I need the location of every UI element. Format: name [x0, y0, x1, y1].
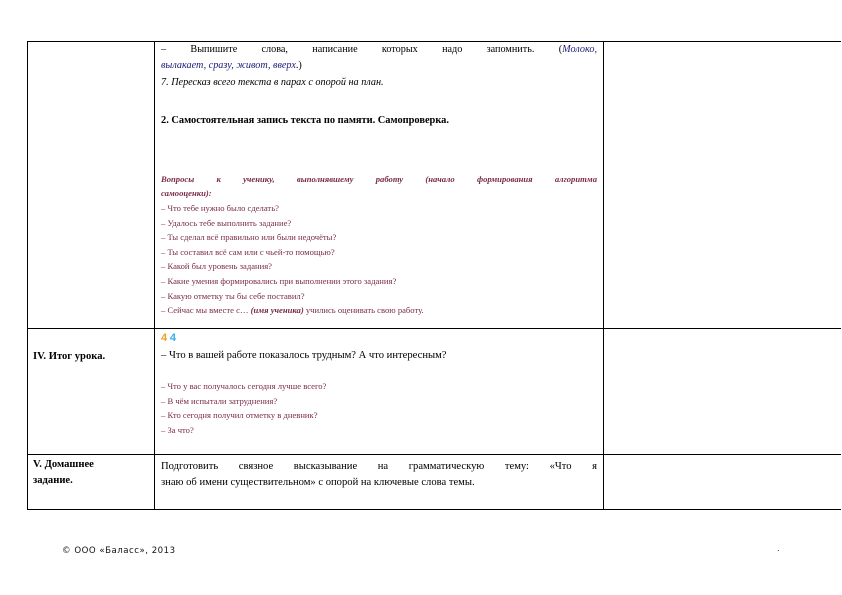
list-item: – В чём испытали затруднения?	[161, 395, 278, 406]
table-top-border	[27, 41, 841, 42]
row-divider-2	[27, 454, 841, 455]
list-item: – Какую отметку ты бы себе поставил?	[161, 290, 305, 301]
list-item: – За что?	[161, 424, 194, 435]
row3-text-line1: Подготовить связное высказывание на грамматическую тему: «Что я	[161, 461, 597, 472]
row3-heading-line1: V. Домашнее	[33, 459, 94, 470]
marker-orange: 4	[161, 332, 168, 344]
row1-instruction-line2	[161, 59, 597, 74]
footer-copyright: © ООО «Баласс», 2013	[62, 546, 176, 556]
list-item: – Ты сделал всё правильно или были недочёты?	[161, 232, 337, 243]
row3-text-line2: знаю об имени существительном» с опорой на ключевые слова темы.	[161, 477, 475, 488]
row1-question-list	[161, 201, 597, 318]
row3-heading-line2: задание.	[33, 475, 73, 486]
row2-question-list	[161, 379, 597, 437]
last-question-suffix: учились оценивать свою работу.	[303, 305, 424, 316]
footer-trailing-mark: .	[777, 544, 780, 553]
table-bottom-border	[27, 509, 841, 510]
list-item: – Удалось тебе выполнить задание?	[161, 217, 292, 228]
row2-markers	[161, 331, 176, 346]
list-item: – Что у вас получалось сегодня лучше всего?	[161, 381, 327, 391]
list-item: – Ты составил всё сам или с чьей-то помощью?	[161, 246, 335, 257]
last-question-prefix: – Сейчас мы вместе с…	[161, 305, 251, 316]
row1-instruction-line1	[161, 43, 597, 58]
list-item	[161, 303, 597, 318]
row2-main-question: – Что в вашей работе показалось трудным? А что интересным?	[161, 350, 447, 361]
table-left-border	[27, 41, 28, 510]
list-item: – Какие умения формировались при выполнении этого задания?	[161, 275, 397, 286]
row-divider-1	[27, 328, 841, 329]
row2-heading: IV. Итог урока.	[33, 351, 106, 362]
row1-instruction-prefix: – Выпишите слова, написание которых надо запомнить. (	[161, 44, 563, 55]
marker-cyan: 4	[169, 332, 176, 344]
list-item: – Кто сегодня получил отметку в дневник?	[161, 410, 318, 421]
column-divider-1	[154, 41, 155, 510]
list-item: – Какой был уровень задания?	[161, 261, 272, 272]
row1-words-part1: Молоко,	[562, 44, 597, 55]
last-question-name-placeholder: (имя ученика)	[250, 305, 304, 316]
row1-item2-heading: 2. Самостоятельная запись текста по памяти. Самопроверка.	[161, 115, 449, 126]
row1-words-suffix: .)	[295, 60, 302, 71]
row1-questions-intro-line1: Вопросы к ученику, выполнявшему работу (начало формирования алгоритма	[161, 174, 597, 184]
column-divider-2	[603, 41, 604, 510]
row3-heading	[33, 457, 94, 489]
row1-questions-intro-line2: самооценки):	[161, 188, 212, 198]
list-item: – Что тебе нужно было сделать?	[161, 203, 279, 213]
row1-item7: 7. Пересказ всего текста в парах с опорой на план.	[161, 77, 384, 88]
row1-words-part2: вылакает, сразу, живот, вверх	[161, 60, 296, 71]
